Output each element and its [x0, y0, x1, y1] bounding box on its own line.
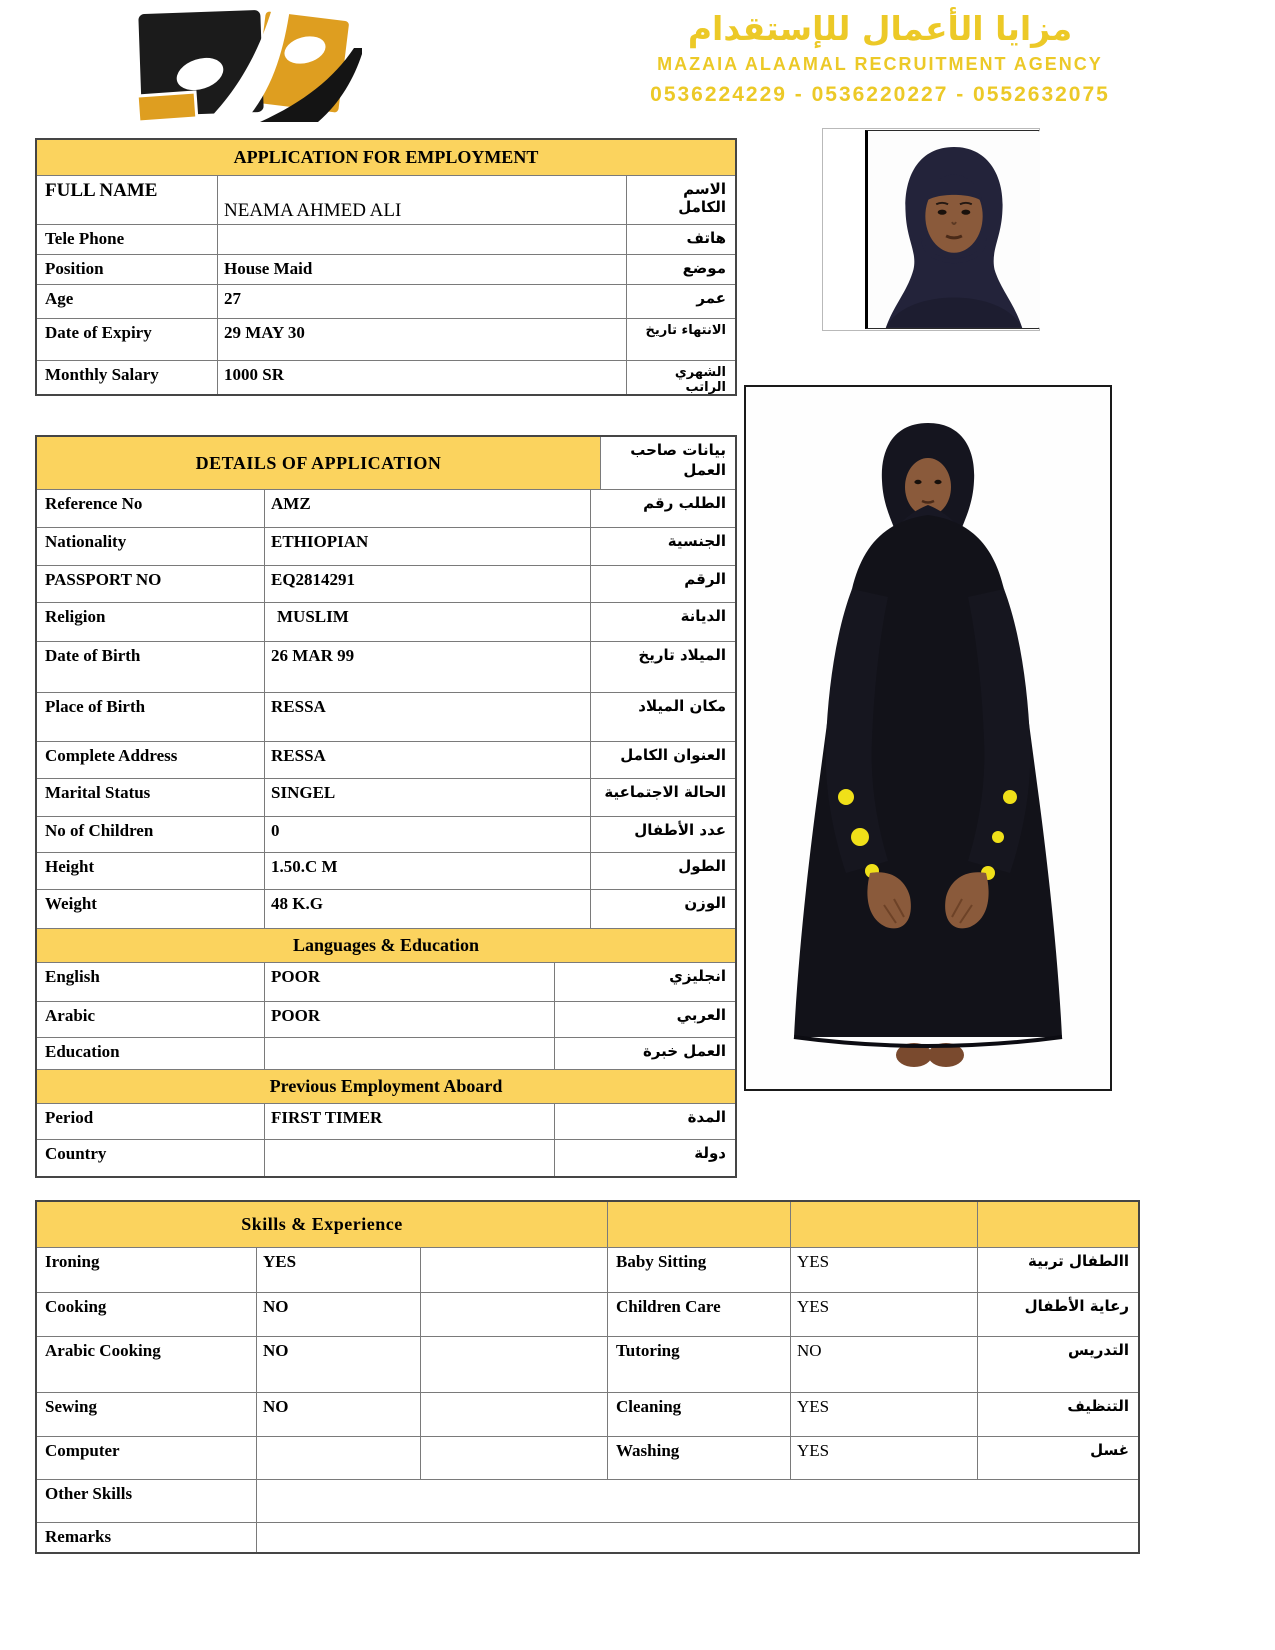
field-label-arabic: الحالة الاجتماعية [590, 779, 735, 816]
table-row [37, 1139, 735, 1176]
field-value: 1.50.C M [264, 853, 590, 889]
field-label-arabic: دولة [554, 1140, 735, 1176]
field-value: POOR [264, 963, 554, 1001]
full-body-photo [746, 387, 1110, 1089]
table-row [37, 1436, 1138, 1479]
field-value: 1000 SR [217, 361, 626, 394]
field-label: English [45, 967, 100, 986]
field-label-arabic: هاتف [626, 225, 735, 254]
skill-label: Arabic Cooking [45, 1341, 161, 1360]
field-label-arabic: موضع [626, 255, 735, 284]
field-label-arabic: الطلب رقم [590, 490, 735, 527]
field-value [264, 1140, 554, 1176]
field-label-arabic: الانتهاء تاريخ [626, 319, 735, 360]
field-value: EQ2814291 [264, 566, 590, 602]
field-label: Country [45, 1144, 107, 1163]
table-row [37, 1479, 1138, 1522]
empty-cell [420, 1437, 607, 1479]
skill-value: YES [790, 1293, 977, 1336]
field-label-arabic: الشهري الراتب [626, 361, 735, 394]
field-label-arabic: المدة [554, 1104, 735, 1139]
field-label: Remarks [45, 1527, 112, 1546]
section-band-languages-text: Languages & Education [292, 935, 480, 955]
field-value: POOR [264, 1002, 554, 1037]
passport-photo-frame [822, 128, 1040, 331]
table-row [37, 1001, 735, 1037]
skill-value [256, 1437, 420, 1479]
field-label: Period [45, 1108, 94, 1127]
skill-label: Cooking [45, 1297, 107, 1316]
table-row [37, 692, 735, 741]
table-row [37, 489, 735, 527]
field-value: 27 [217, 285, 626, 318]
field-value: MUSLIM [264, 603, 590, 641]
application-table-title-text: APPLICATION FOR EMPLOYMENT [233, 147, 539, 167]
field-label: Weight [45, 894, 97, 913]
table-row [37, 1522, 1138, 1552]
field-label: Education [45, 1042, 120, 1061]
skill-label: Baby Sitting [607, 1248, 790, 1292]
skills-header-spacer [790, 1202, 977, 1247]
empty-cell [420, 1248, 607, 1292]
field-value: 26 MAR 99 [264, 642, 590, 692]
field-label: Religion [45, 607, 106, 626]
field-value: 29 MAY 30 [217, 319, 626, 360]
empty-cell [420, 1337, 607, 1392]
skill-label-arabic: االطفال تربية [977, 1248, 1138, 1292]
table-row [37, 852, 735, 889]
field-value: RESSA [264, 742, 590, 778]
field-value: ETHIOPIAN [264, 528, 590, 565]
skills-header-spacer [607, 1202, 790, 1247]
application-table [35, 138, 737, 396]
passport-photo [865, 130, 1039, 329]
agency-name-arabic: مزايا الأعمال للإستقدام [687, 9, 1073, 48]
application-table-title [37, 140, 735, 175]
table-row [37, 1037, 735, 1069]
table-row [37, 1103, 735, 1139]
skill-label: Tutoring [607, 1337, 790, 1392]
table-row [37, 175, 735, 224]
table-row [37, 1292, 1138, 1336]
field-label-arabic: العمل خبرة [554, 1038, 735, 1069]
section-band-previous-employment [37, 1069, 735, 1103]
skill-label-arabic: رعاية الأطفال [977, 1293, 1138, 1336]
field-value: NEAMA AHMED ALI [217, 176, 626, 224]
empty-cell [256, 1480, 1138, 1522]
skill-value: YES [790, 1437, 977, 1479]
table-row [37, 318, 735, 360]
field-value: FIRST TIMER [264, 1104, 554, 1139]
field-value: SINGEL [264, 779, 590, 816]
table-row [37, 224, 735, 254]
table-row [37, 254, 735, 284]
skill-value: NO [256, 1337, 420, 1392]
agency-phone-numbers: 0536224229 - 0536220227 - 0552632075 [650, 82, 1110, 106]
field-label: Other Skills [45, 1484, 133, 1503]
section-band-previous-employment-text: Previous Employment Aboard [269, 1076, 503, 1096]
field-label: Monthly Salary [45, 365, 159, 384]
details-table [35, 435, 737, 1178]
details-table-title: DETAILS OF APPLICATION [37, 437, 600, 489]
table-row [37, 565, 735, 602]
skill-label-arabic: غسل [977, 1437, 1138, 1479]
field-label: Height [45, 857, 95, 876]
table-row [37, 1336, 1138, 1392]
field-label-arabic: الطول [590, 853, 735, 889]
field-label-arabic: عمر [626, 285, 735, 318]
field-label-arabic: العنوان الكامل [590, 742, 735, 778]
skill-label: Sewing [45, 1397, 97, 1416]
field-value: 48 K.G [264, 890, 590, 928]
table-row [37, 962, 735, 1001]
skill-label: Ironing [45, 1252, 100, 1271]
field-value [217, 225, 626, 254]
field-label: Arabic [45, 1006, 96, 1025]
field-label: Complete Address [45, 746, 178, 765]
field-label-arabic: الجنسية [590, 528, 735, 565]
skill-value: NO [790, 1337, 977, 1392]
field-label: Reference No [45, 494, 143, 513]
table-row [37, 889, 735, 928]
skill-label-arabic: التنظيف [977, 1393, 1138, 1436]
skill-label: Washing [607, 1437, 790, 1479]
field-label-arabic: الرقم [590, 566, 735, 602]
field-label: Nationality [45, 532, 127, 551]
skill-value: YES [790, 1393, 977, 1436]
table-row [37, 741, 735, 778]
field-label: PASSPORT NO [45, 570, 162, 589]
table-row [37, 1247, 1138, 1292]
field-value: RESSA [264, 693, 590, 741]
skill-value: NO [256, 1393, 420, 1436]
agency-logo-icon [112, 2, 362, 124]
skill-label: Computer [45, 1441, 120, 1460]
skills-table [35, 1200, 1140, 1554]
section-band-languages [37, 928, 735, 962]
empty-cell [420, 1293, 607, 1336]
table-row [37, 1392, 1138, 1436]
agency-name-english: MAZAIA ALAAMAL RECRUITMENT AGENCY [657, 53, 1103, 74]
skill-label: Children Care [607, 1293, 790, 1336]
field-label-arabic: الديانة [590, 603, 735, 641]
skill-label-arabic: التدريس [977, 1337, 1138, 1392]
full-body-photo-frame [744, 385, 1112, 1091]
skills-header-spacer [977, 1202, 1138, 1247]
empty-cell [256, 1523, 1138, 1552]
field-label-arabic: العربي [554, 1002, 735, 1037]
field-label-arabic: الوزن [590, 890, 735, 928]
table-row [37, 641, 735, 692]
skill-value: YES [790, 1248, 977, 1292]
field-label: Date of Birth [45, 646, 141, 665]
agency-header [555, 10, 1205, 107]
field-label: Tele Phone [45, 229, 125, 248]
table-row [37, 527, 735, 565]
table-row [37, 602, 735, 641]
field-label: Position [45, 259, 104, 278]
empty-cell [420, 1393, 607, 1436]
field-label-arabic: الميلاد تاريخ [590, 642, 735, 692]
skill-value: NO [256, 1293, 420, 1336]
field-value: House Maid [217, 255, 626, 284]
field-label-arabic: مكان الميلاد [590, 693, 735, 741]
field-value: AMZ [264, 490, 590, 527]
skill-label: Cleaning [607, 1393, 790, 1436]
details-table-header [37, 437, 735, 489]
field-label: Place of Birth [45, 697, 146, 716]
field-label-arabic: انجليزي [554, 963, 735, 1001]
table-row [37, 284, 735, 318]
field-value [264, 1038, 554, 1069]
field-label-arabic: عدد الأطفال [590, 817, 735, 852]
skills-table-title: Skills & Experience [241, 1214, 403, 1234]
field-label: Age [45, 289, 74, 308]
field-label: No of Children [45, 821, 154, 840]
field-label-arabic: الاسم الكامل [626, 176, 735, 224]
table-row [37, 360, 735, 394]
field-label: FULL NAME [45, 180, 158, 201]
details-table-title-arabic: بيانات صاحب العمل [600, 437, 735, 489]
field-value: 0 [264, 817, 590, 852]
skills-table-header [37, 1202, 1138, 1247]
table-row [37, 778, 735, 816]
skill-value: YES [256, 1248, 420, 1292]
table-row [37, 816, 735, 852]
field-label: Date of Expiry [45, 323, 152, 342]
field-label: Marital Status [45, 783, 151, 802]
